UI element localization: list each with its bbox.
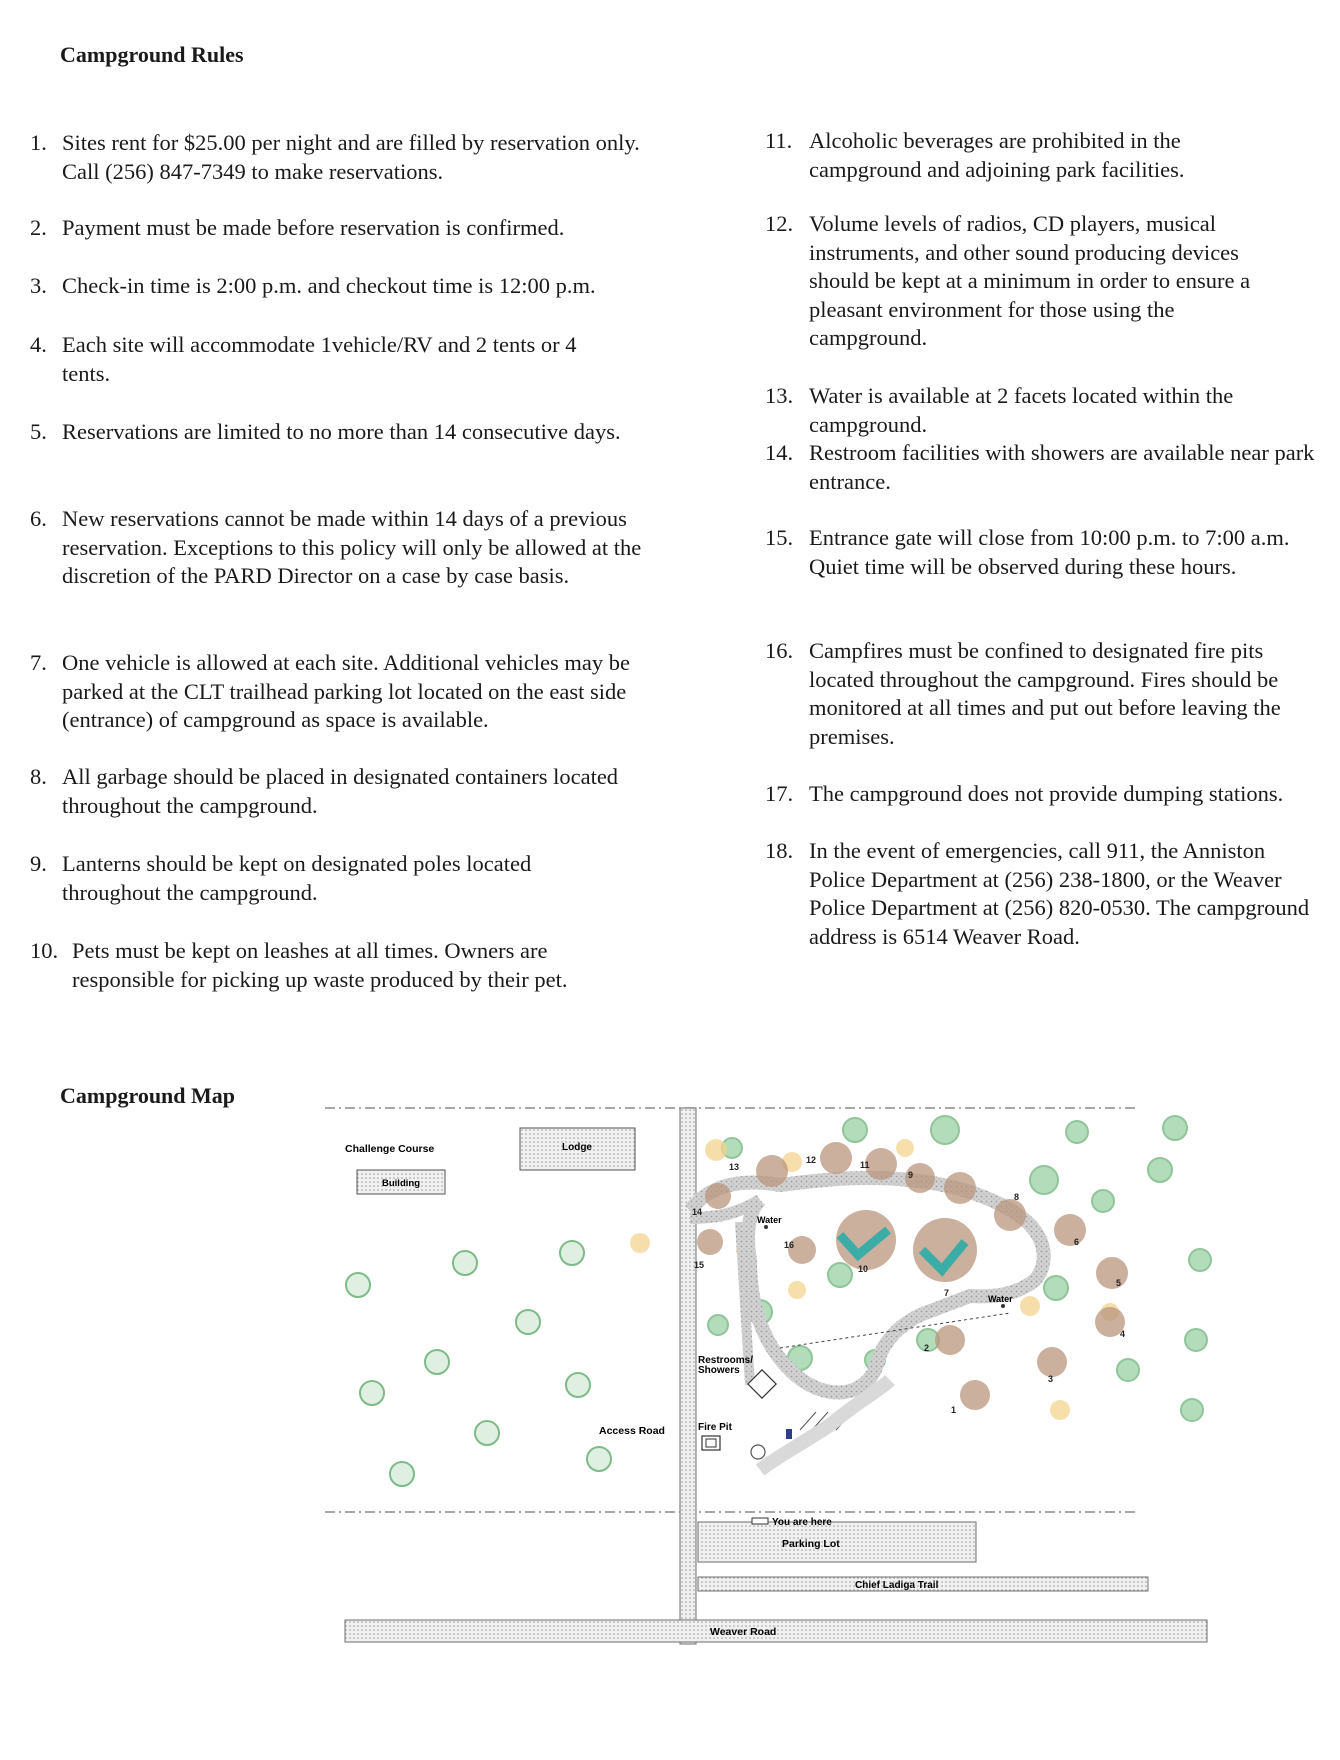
- rule-item: [30, 850, 620, 907]
- site-number: 2: [924, 1343, 930, 1353]
- rule-number: 9.: [30, 851, 47, 876]
- tree-icon: [360, 1381, 384, 1405]
- campsite: [1037, 1347, 1067, 1377]
- tree-icon: [390, 1462, 414, 1486]
- rule-number: 5.: [30, 419, 47, 444]
- site-number: 13: [729, 1162, 740, 1172]
- rule-text: Entrance gate will close from 10:00 p.m. to 7:00 a.m. Quiet time will be observed during these hours.: [809, 525, 1290, 579]
- rule-item: [765, 382, 1290, 439]
- tree-icon: [1181, 1399, 1203, 1421]
- site-number: 14: [692, 1207, 703, 1217]
- fire-pit-icon: [630, 1233, 650, 1253]
- rule-text: Lanterns should be kept on designated poles located throughout the campground.: [62, 851, 532, 905]
- rules-heading: Campground Rules: [60, 42, 244, 67]
- campsite: [1096, 1257, 1128, 1289]
- rule-number: 7.: [30, 650, 47, 675]
- access-road: [680, 1108, 696, 1644]
- rule-item: [765, 524, 1290, 581]
- tree-icon: [1066, 1121, 1088, 1143]
- site-number: 3: [1048, 1374, 1054, 1384]
- parking-lot-label: Parking Lot: [782, 1538, 840, 1550]
- campsite: [960, 1380, 990, 1410]
- challenge-course-label: Challenge Course: [345, 1143, 435, 1155]
- tree-icon: [708, 1315, 728, 1335]
- rule-number: 10.: [30, 938, 59, 963]
- tree-icon: [1044, 1276, 1068, 1300]
- roundabout: [751, 1445, 765, 1459]
- campground-map-drawing: [320, 1100, 1320, 1655]
- rule-number: 2.: [30, 215, 47, 240]
- tree-icon: [475, 1421, 499, 1445]
- site-number: 15: [694, 1260, 705, 1270]
- rule-number: 8.: [30, 764, 47, 789]
- rule-text: In the event of emergencies, call 911, the Anniston Police Department at (256) 238-1800, or the Weaver Police Department at (256) 820-0530. The campground address is 6514 Weaver Road.: [809, 838, 1310, 949]
- rule-item: [765, 210, 1290, 353]
- restrooms-label: Restrooms/: [698, 1355, 754, 1366]
- rule-text: Alcoholic beverages are prohibited in the campground and adjoining park facilities.: [809, 128, 1185, 182]
- fire-pit-icon: [896, 1139, 914, 1157]
- you-are-here-marker: [752, 1518, 768, 1524]
- rule-number: 14.: [765, 440, 794, 465]
- tree-icon: [425, 1350, 449, 1374]
- rule-item: [30, 272, 670, 301]
- water-spigot-icon: [764, 1225, 768, 1229]
- campsite: [756, 1155, 788, 1187]
- rule-text: Campfires must be confined to designated fire pits located throughout the campground. Fires should be monitored at all times and put out before leaving the premises.: [809, 638, 1281, 749]
- tree-icon: [828, 1263, 852, 1287]
- map-heading: Campground Map: [60, 1083, 236, 1108]
- rule-item: [30, 129, 670, 186]
- tree-icon: [1117, 1359, 1139, 1381]
- rule-item: [765, 780, 1335, 809]
- rule-item: [765, 637, 1310, 751]
- campsite: [944, 1172, 976, 1204]
- rule-number: 18.: [765, 838, 794, 863]
- rule-number: 15.: [765, 525, 794, 550]
- site-number: 12: [806, 1155, 817, 1165]
- rule-text: New reservations cannot be made within 14 days of a previous reservation. Exceptions to this policy will only be allowed at the discretion of the PARD Director on a case by case basis.: [62, 506, 642, 588]
- rule-text: Water is available at 2 facets located within the campground.: [809, 383, 1234, 437]
- tree-icon: [566, 1373, 590, 1397]
- site-number: 5: [1116, 1278, 1122, 1288]
- rule-number: 11.: [765, 128, 793, 153]
- tree-icon: [1185, 1329, 1207, 1351]
- fire-pit-icon: [1050, 1400, 1070, 1420]
- rule-text: One vehicle is allowed at each site. Additional vehicles may be parked at the CLT trailhead parking lot located on the east side (entrance) of campground as space is available.: [62, 650, 630, 732]
- rule-text: Sites rent for $25.00 per night and are filled by reservation only. Call (256) 847-7349 to make reservations.: [62, 130, 640, 184]
- lodge-label: Lodge: [562, 1142, 592, 1153]
- rule-item: [30, 505, 650, 591]
- rule-text: Each site will accommodate 1vehicle/RV and 2 tents or 4 tents.: [62, 332, 577, 386]
- rule-number: 4.: [30, 332, 47, 357]
- tree-icon: [1163, 1116, 1187, 1140]
- fire-pit-legend-inner: [706, 1439, 716, 1447]
- rule-item: [765, 127, 1285, 184]
- weaver-road-label: Weaver Road: [710, 1626, 777, 1638]
- rule-number: 12.: [765, 211, 794, 236]
- rule-text: The campground does not provide dumping stations.: [809, 781, 1284, 806]
- fire-pit-icon: [705, 1139, 727, 1161]
- rule-number: 1.: [30, 130, 47, 155]
- site-number: 4: [1120, 1329, 1126, 1339]
- access-road-label: Access Road: [599, 1425, 665, 1437]
- site-number: 16: [784, 1240, 795, 1250]
- site-number: 9: [908, 1170, 914, 1180]
- tree-icon: [843, 1118, 867, 1142]
- tree-icon: [931, 1116, 959, 1144]
- water-label: Water: [988, 1294, 1013, 1304]
- tree-icon: [1189, 1249, 1211, 1271]
- rule-item: [30, 418, 630, 447]
- water-spigot-icon: [1001, 1304, 1005, 1308]
- rule-number: 6.: [30, 506, 47, 531]
- campground-map: [320, 1100, 1320, 1655]
- rule-text: Volume levels of radios, CD players, musical instruments, and other sound producing devices should be kept at a minimum in order to ensure a pleasant environment for those using the campground.: [809, 211, 1251, 350]
- campsite: [994, 1199, 1026, 1231]
- rule-text: Reservations are limited to no more than 14 consecutive days.: [62, 419, 621, 444]
- tree-icon: [1030, 1166, 1058, 1194]
- site-number: 1: [951, 1405, 957, 1415]
- trees-left: [346, 1241, 611, 1486]
- site-number: 8: [1014, 1192, 1020, 1202]
- rule-text: Payment must be made before reservation is confirmed.: [62, 215, 565, 240]
- campsite: [705, 1183, 731, 1209]
- rule-text: Check-in time is 2:00 p.m. and checkout time is 12:00 p.m.: [62, 273, 596, 298]
- water-label: Water: [757, 1215, 782, 1225]
- fire-pit-label: Fire Pit: [698, 1422, 732, 1433]
- tree-icon: [346, 1273, 370, 1297]
- tree-icon: [1092, 1190, 1114, 1212]
- rule-item: [765, 439, 1320, 496]
- accessible-parking-icon: [786, 1429, 792, 1439]
- site-number: 10: [858, 1264, 869, 1274]
- tree-icon: [587, 1447, 611, 1471]
- rule-number: 17.: [765, 781, 794, 806]
- site-number: 11: [860, 1160, 870, 1170]
- campsite: [820, 1142, 852, 1174]
- rule-text: Pets must be kept on leashes at all times. Owners are responsible for picking up waste produced by their pet.: [72, 938, 568, 992]
- rule-item: [30, 331, 630, 388]
- rule-item: [30, 649, 670, 735]
- site-number: 6: [1074, 1237, 1080, 1247]
- fire-pit-icon: [1020, 1296, 1040, 1316]
- chief-ladiga-trail-label: Chief Ladiga Trail: [855, 1580, 939, 1591]
- campsite: [865, 1148, 897, 1180]
- building-label: Building: [382, 1178, 420, 1189]
- rule-text: Restroom facilities with showers are available near park entrance.: [809, 440, 1315, 494]
- you-are-here-label: You are here: [772, 1517, 832, 1528]
- rule-number: 13.: [765, 383, 794, 408]
- rule-number: 16.: [765, 638, 794, 663]
- fire-pit-icon: [788, 1281, 806, 1299]
- rule-item: [30, 763, 620, 820]
- tree-icon: [560, 1241, 584, 1265]
- tree-icon: [1148, 1158, 1172, 1182]
- tree-icon: [453, 1251, 477, 1275]
- rule-item: [765, 837, 1320, 951]
- campsite: [1054, 1214, 1086, 1246]
- rule-number: 3.: [30, 273, 47, 298]
- rule-item: [30, 937, 640, 994]
- tree-icon: [516, 1310, 540, 1334]
- campsite: [697, 1229, 723, 1255]
- rule-text: All garbage should be placed in designated containers located throughout the campground.: [62, 764, 619, 818]
- site-number: 7: [944, 1288, 950, 1298]
- campsite: [935, 1325, 965, 1355]
- rule-item: [30, 214, 670, 243]
- showers-label: Showers: [698, 1365, 740, 1376]
